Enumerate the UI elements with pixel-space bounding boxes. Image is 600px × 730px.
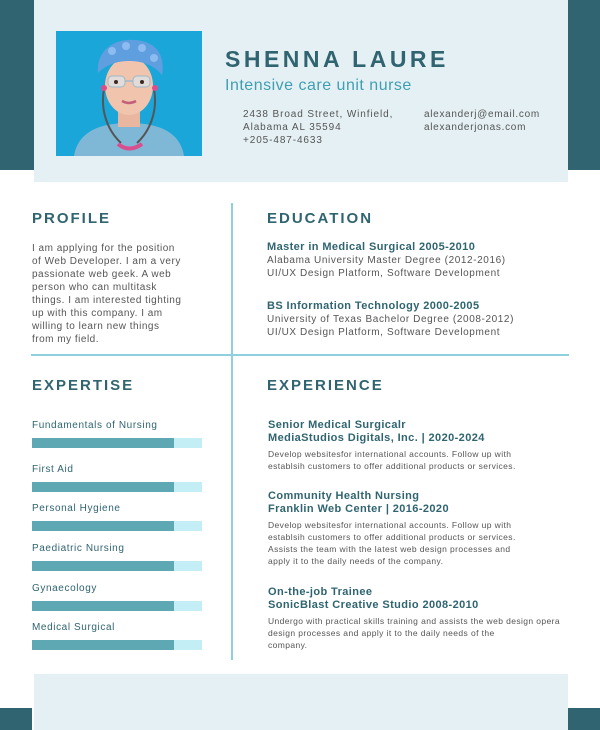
skill-fill	[32, 601, 174, 611]
profile-heading: PROFILE	[32, 210, 112, 227]
phone-number: +205-487-4633	[243, 135, 323, 146]
skill-bar	[32, 561, 202, 571]
description-line: Develop websitesfor international accounts. Follow up with	[268, 520, 512, 530]
skill-item	[32, 621, 202, 650]
footer-panel	[34, 674, 568, 730]
education-field: UI/UX Design Platform, Software Development	[267, 327, 501, 338]
skill-fill	[32, 521, 174, 531]
profile-line: person who can multitask	[32, 282, 157, 293]
education-item	[267, 240, 506, 280]
skill-label: First Aid	[32, 464, 74, 475]
skill-fill	[32, 438, 174, 448]
profile-line: I am applying for the position	[32, 243, 175, 254]
profile-line: from my field.	[32, 334, 100, 345]
experience-company: Franklin Web Center | 2016-2020	[268, 502, 449, 515]
profile-line: passionate web geek. A web	[32, 269, 172, 280]
description-line: Undergo with practical skills training and assists the web design opera	[268, 616, 561, 626]
expertise-heading: EXPERTISE	[32, 377, 135, 394]
description-line: establsih customers to offer additional products or services.	[268, 461, 516, 471]
skill-label: Fundamentals of Nursing	[32, 420, 158, 431]
contact-address	[243, 108, 393, 147]
email-address: alexanderj@email.com	[424, 109, 540, 120]
nurse-portrait-image	[56, 31, 202, 156]
horizontal-divider	[31, 354, 569, 356]
decor-bar-right-bottom	[566, 708, 600, 730]
decor-bar-left-top	[0, 0, 34, 170]
skill-bar	[32, 438, 202, 448]
education-school: University of Texas Bachelor Degree (2008-2012)	[267, 314, 515, 325]
skill-item	[32, 502, 202, 531]
skill-item	[32, 542, 202, 571]
skill-bar	[32, 521, 202, 531]
description-line: apply it to the daily needs of the company.	[268, 556, 444, 566]
experience-item	[268, 586, 560, 651]
education-degree: Master in Medical Surgical 2005-2010	[267, 241, 476, 253]
education-item	[267, 299, 514, 339]
skill-label: Personal Hygiene	[32, 503, 121, 514]
experience-description	[268, 615, 560, 651]
decor-bar-right-top	[568, 0, 600, 170]
education-heading: EDUCATION	[267, 210, 374, 227]
experience-company: MediaStudios Digitals, Inc. | 2020-2024	[268, 431, 485, 444]
education-degree: BS Information Technology 2000-2005	[267, 300, 480, 312]
profile-line: up with this company. I am	[32, 308, 163, 319]
experience-description	[268, 519, 516, 567]
skill-item	[32, 582, 202, 611]
skill-fill	[32, 640, 174, 650]
job-title: Intensive care unit nurse	[225, 77, 412, 94]
profile-text	[32, 242, 222, 346]
profile-photo	[56, 31, 202, 156]
candidate-name: SHENNA LAURE	[225, 46, 449, 72]
experience-item	[268, 490, 516, 567]
experience-heading: EXPERIENCE	[267, 377, 384, 394]
experience-position: Community Health Nursing	[268, 490, 420, 502]
skill-fill	[32, 561, 174, 571]
skill-item	[32, 463, 202, 492]
experience-position: On-the-job Trainee	[268, 586, 373, 598]
address-line-1: 2438 Broad Street, Winfield,	[243, 109, 394, 120]
experience-position: Senior Medical Surgicalr	[268, 419, 406, 431]
experience-item	[268, 419, 516, 472]
skill-label: Medical Surgical	[32, 622, 115, 633]
skill-bar	[32, 601, 202, 611]
description-line: Assists the team with the latest web design processes and	[268, 544, 511, 554]
experience-company: SonicBlast Creative Studio 2008-2010	[268, 598, 479, 611]
skill-bar	[32, 640, 202, 650]
skill-item	[32, 419, 202, 448]
description-line: company.	[268, 640, 308, 650]
skill-bar	[32, 482, 202, 492]
description-line: Develop websitesfor international accounts. Follow up with	[268, 449, 512, 459]
address-line-2: Alabama AL 35594	[243, 122, 342, 133]
profile-line: things. I am interested tighting	[32, 295, 182, 306]
decor-bar-left-bottom	[0, 708, 32, 730]
profile-line: of Web Developer. I am a very	[32, 256, 181, 267]
description-line: design processes and apply it to the daily needs of the	[268, 628, 495, 638]
profile-line: willing to learn new things	[32, 321, 160, 332]
website-address: alexanderjonas.com	[424, 122, 527, 133]
experience-description	[268, 448, 516, 472]
education-school: Alabama University Master Degree (2012-2016)	[267, 255, 506, 266]
contact-emails	[424, 108, 540, 134]
skill-label: Gynaecology	[32, 583, 97, 594]
skill-fill	[32, 482, 174, 492]
skill-label: Paediatric Nursing	[32, 543, 125, 554]
description-line: establsih customers to offer additional products or services.	[268, 532, 516, 542]
vertical-divider	[231, 203, 233, 660]
education-field: UI/UX Design Platform, Software Development	[267, 268, 501, 279]
